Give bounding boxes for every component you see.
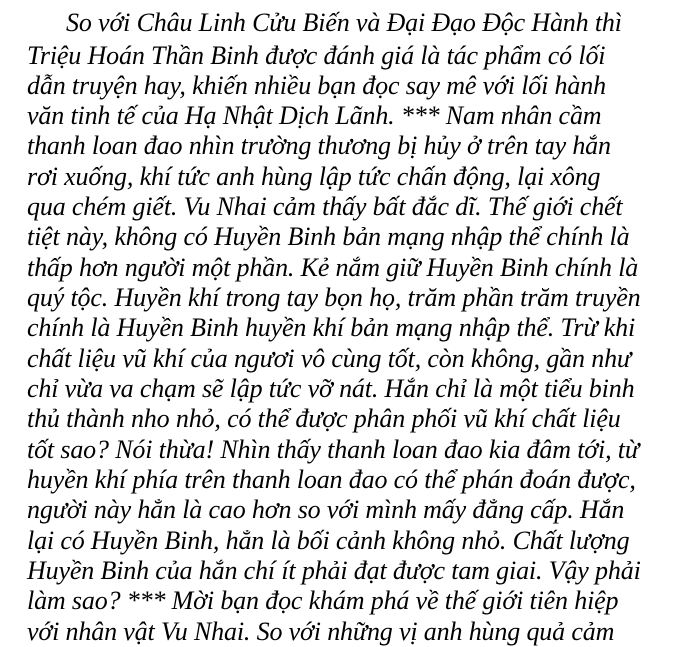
text-line: huyền khí phía trên thanh loan đao có thể phán đoán được, bbox=[27, 465, 636, 494]
text-line: So với Châu Linh Cửu Biến và Đại Đạo Độc Hành thì bbox=[66, 8, 622, 37]
text-line: dẫn truyện hay, khiến nhiều bạn đọc say mê với lối hành bbox=[27, 71, 606, 100]
text-line: rơi xuống, khí tức anh hùng lập tức chấn động, lại xông bbox=[27, 162, 601, 191]
text-line: tiệt này, không có Huyền Binh bản mạng nhập thể chính là bbox=[27, 222, 630, 251]
text-line: thấp hơn người một phần. Kẻ nắm giữ Huyền Binh chính là bbox=[27, 253, 639, 282]
text-line: chỉ vừa va chạm sẽ lập tức vỡ nát. Hắn chỉ là một tiểu binh bbox=[27, 374, 635, 403]
text-line: quý tộc. Huyền khí trong tay bọn họ, trăm phần trăm truyền bbox=[27, 283, 641, 312]
text-line: tốt sao? Nói thừa! Nhìn thấy thanh loan đao kia đâm tới, từ bbox=[27, 435, 639, 464]
text-line: lại có Huyền Binh, hẳn là bối cảnh không nhỏ. Chất lượng bbox=[27, 526, 630, 555]
text-line: làm sao? *** Mời bạn đọc khám phá về thế giới tiên hiệp bbox=[27, 586, 619, 615]
text-line: Huyền Binh của hắn chí ít phải đạt được tam giai. Vậy phải bbox=[27, 556, 641, 585]
text-line: thủ thành nho nhỏ, có thể được phân phối vũ khí chất liệu bbox=[27, 404, 621, 433]
text-line: thanh loan đao nhìn trường thương bị hủy ở trên tay hắn bbox=[27, 131, 611, 160]
text-line: văn tinh tế của Hạ Nhật Dịch Lãnh. *** Nam nhân cầm bbox=[27, 101, 602, 130]
text-line: chất liệu vũ khí của ngươi vô cùng tốt, còn không, gần như bbox=[27, 344, 631, 373]
text-line: người này hẳn là cao hơn so với mình mấy đẳng cấp. Hắn bbox=[27, 495, 625, 524]
text-line: với nhân vật Vu Nhai. So với những vị anh hùng quả cảm bbox=[27, 617, 615, 646]
text-line: qua chém giết. Vu Nhai cảm thấy bất đắc dĩ. Thế giới chết bbox=[27, 192, 623, 221]
text-line: Triệu Hoán Thần Binh được đánh giá là tác phẩm có lối bbox=[27, 41, 606, 70]
text-line: chính là Huyền Binh huyền khí bản mạng nhập thể. Trừ khi bbox=[27, 313, 636, 342]
